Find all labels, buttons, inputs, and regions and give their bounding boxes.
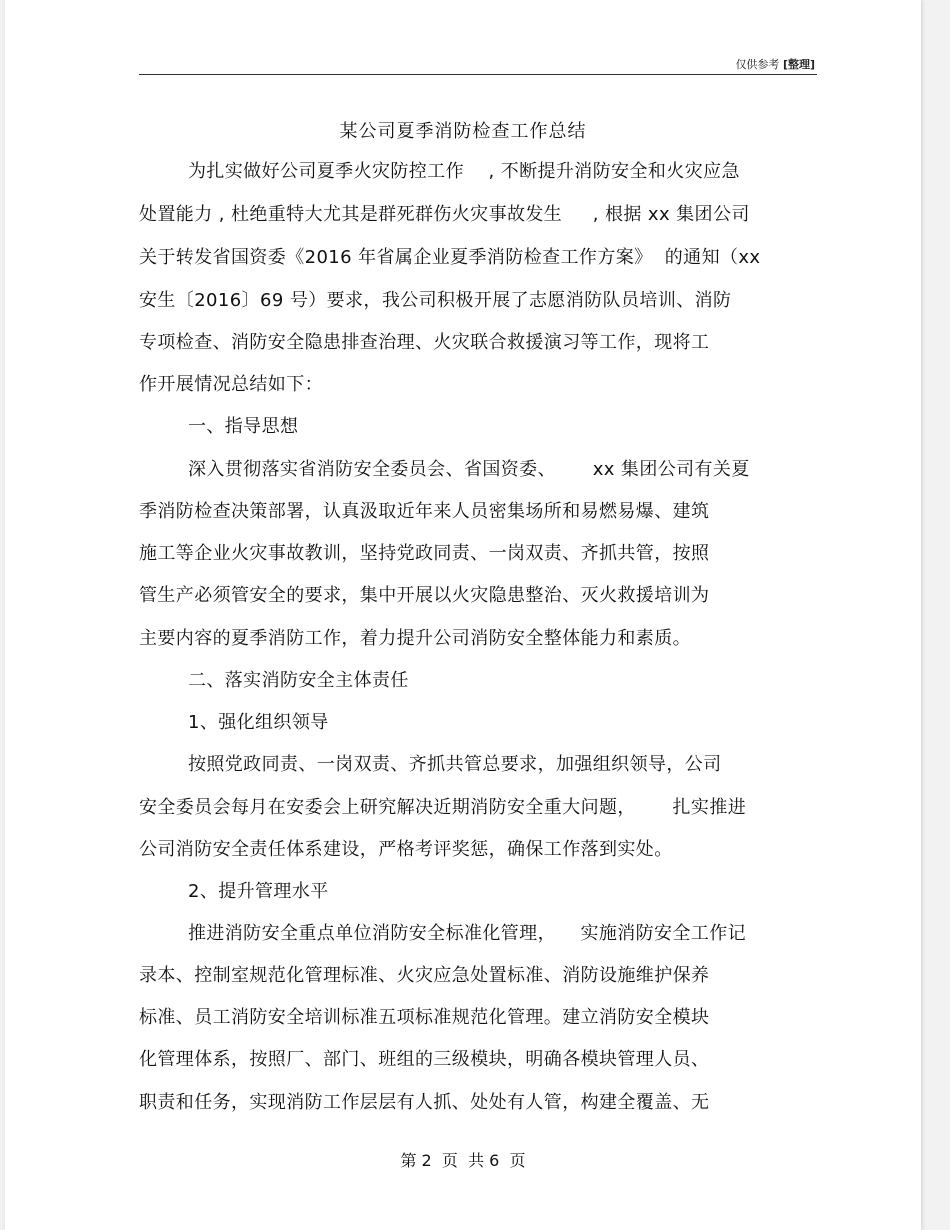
body-line: 安生〔2016〕69 号）要求，我公司积极开展了志愿消防队员培训、消防 [139, 290, 732, 311]
body-line: 主要内容的夏季消防工作，着力提升公司消防安全整体能力和素质。 [139, 628, 691, 649]
page-number-footer: 第 2 页 共 6 页 [400, 1151, 526, 1170]
header-note [625, 56, 815, 72]
body-line: 关于转发省国资委《2016 年省属企业夏季消防检查工作方案》 的通知（xx [139, 247, 761, 268]
document-page [5, 0, 921, 1230]
body-line: 深入贯彻落实省消防安全委员会、省国资委、 xx 集团公司有关夏 [139, 459, 750, 480]
section-heading: 二、落实消防安全主体责任 [139, 670, 409, 691]
body-line: 推进消防安全重点单位消防安全标准化管理， 实施消防安全工作记 [139, 923, 747, 944]
body-line: 安全委员会每月在安委会上研究解决近期消防安全重大问题， 扎实推进 [139, 797, 747, 818]
body-line: 录本、控制室规范化管理标准、火灾应急处置标准、消防设施维护保养 [139, 965, 710, 986]
subsection-heading: 1、强化组织领导 [139, 712, 329, 733]
body-line: 按照党政同责、一岗双责、齐抓共管总要求，加强组织领导，公司 [139, 754, 722, 775]
section-heading: 一、指导思想 [139, 416, 299, 437]
header-tag: [整理] [782, 58, 815, 71]
body-line: 为扎实做好公司夏季火灾防控工作 , 不断提升消防安全和火灾应急 [139, 161, 740, 182]
body-line: 管生产必须管安全的要求，集中开展以火灾隐患整治、灭火救援培训为 [139, 585, 710, 606]
document-title: 某公司夏季消防检查工作总结 [339, 121, 587, 142]
body-line: 职责和任务，实现消防工作层层有人抓、处处有人管，构建全覆盖、无 [139, 1092, 710, 1113]
body-line: 化管理体系，按照厂、部门、班组的三级模块，明确各模块管理人员、 [139, 1049, 710, 1070]
body-line: 作开展情况总结如下： [139, 374, 323, 395]
header-rule [139, 74, 817, 75]
body-line: 专项检查、消防安全隐患排查治理、火灾联合救援演习等工作，现将工 [139, 332, 710, 353]
body-line: 季消防检查决策部署，认真汲取近年来人员密集场所和易燃易爆、建筑 [139, 501, 710, 522]
header-note-text: 仅供参考 [735, 58, 780, 71]
subsection-heading: 2、提升管理水平 [139, 881, 329, 902]
body-line: 施工等企业火灾事故教训，坚持党政同责、一岗双责、齐抓共管，按照 [139, 543, 710, 564]
body-line: 处置能力 , 杜绝重特大尤其是群死群伤火灾事故发生 , 根据 xx 集团公司 [139, 204, 750, 225]
body-line: 公司消防安全责任体系建设，严格考评奖惩，确保工作落到实处。 [139, 839, 673, 860]
body-line: 标准、员工消防安全培训标准五项标准规范化管理。建立消防安全模块 [139, 1007, 710, 1028]
